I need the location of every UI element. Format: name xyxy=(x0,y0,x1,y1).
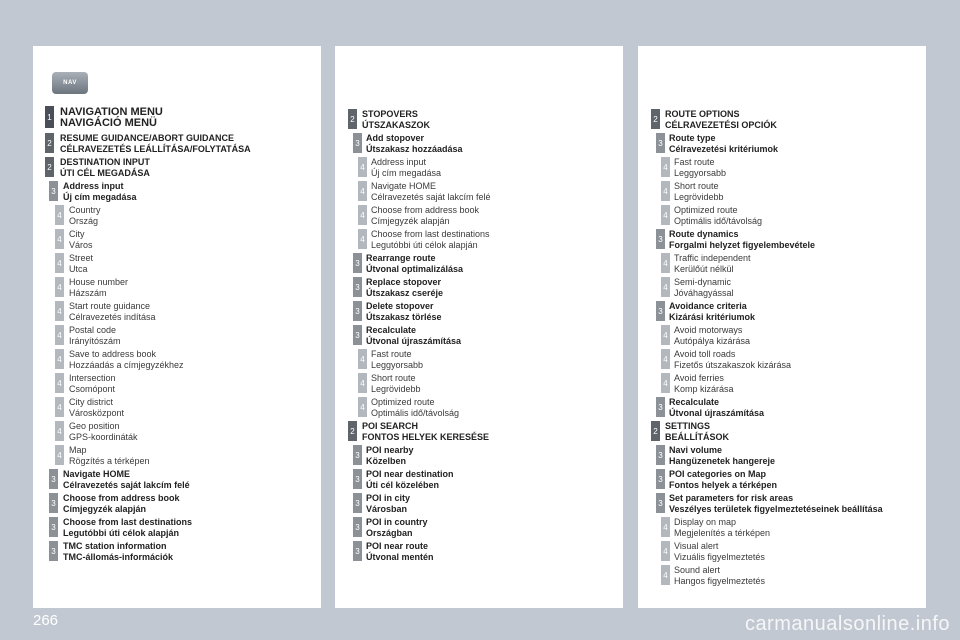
menu-item-level-4 xyxy=(33,419,321,443)
menu-item-text xyxy=(366,469,454,490)
level-badge: 4 xyxy=(55,349,64,369)
menu-item-label-hu: Kerülőút nélkül xyxy=(674,263,734,274)
level-badge: 4 xyxy=(661,277,670,297)
level-badge: 4 xyxy=(358,205,367,225)
menu-item-level-3 xyxy=(335,275,623,299)
menu-item-label-en: ROUTE OPTIONS xyxy=(665,109,740,119)
menu-item-text xyxy=(366,493,410,514)
menu-item-label-hu: Közelben xyxy=(366,455,407,466)
menu-item-level-3 xyxy=(335,299,623,323)
menu-item-label-hu: BEÁLLÍTÁSOK xyxy=(665,431,729,442)
menu-item-label-hu: CÉLRAVEZETÉSI OPCIÓK xyxy=(665,119,777,130)
menu-item-level-4 xyxy=(33,323,321,347)
menu-item-label-en: POI in country xyxy=(366,517,428,527)
level-badge: 4 xyxy=(661,205,670,225)
menu-item-label-en: Save to address book xyxy=(69,349,157,359)
menu-item-text xyxy=(669,301,755,322)
menu-item-label-hu: Városban xyxy=(366,503,408,514)
menu-item-label-en: Route dynamics xyxy=(669,229,739,239)
menu-item-label-hu: Optimális idő/távolság xyxy=(674,215,763,226)
level-badge: 4 xyxy=(661,157,670,177)
menu-item-text xyxy=(366,277,443,298)
page-number: 266 xyxy=(33,612,59,629)
menu-item-label-hu: Megjelenítés a térképen xyxy=(674,527,771,538)
level-badge: 4 xyxy=(358,349,367,369)
menu-item-level-4 xyxy=(638,515,926,539)
menu-item-text xyxy=(674,253,751,274)
menu-panel-route-options-settings xyxy=(638,46,926,608)
menu-item-level-4 xyxy=(33,395,321,419)
menu-item-level-3 xyxy=(33,539,321,563)
menu-item-label-en: Fast route xyxy=(674,157,715,167)
menu-item-label-en: POI near route xyxy=(366,541,429,551)
menu-item-label-hu: Városközpont xyxy=(69,407,125,418)
menu-item-label-hu: Ország xyxy=(69,215,99,226)
menu-item-label-en: Avoid ferries xyxy=(674,373,724,383)
menu-item-label-en: Navigate HOME xyxy=(63,469,131,479)
menu-item-text xyxy=(69,397,124,418)
menu-item-text xyxy=(362,109,430,130)
menu-item-label-en: POI in city xyxy=(366,493,411,503)
level-badge: 2 xyxy=(45,157,54,177)
level-badge: 4 xyxy=(55,205,64,225)
menu-item-text xyxy=(669,445,775,466)
level-badge: 4 xyxy=(55,253,64,273)
menu-item-level-4 xyxy=(335,203,623,227)
menu-item-level-4 xyxy=(638,347,926,371)
menu-item-text xyxy=(674,157,726,178)
level-badge: 4 xyxy=(358,229,367,249)
menu-item-text xyxy=(674,277,734,298)
level-badge: 3 xyxy=(656,493,665,513)
level-badge: 3 xyxy=(49,517,58,537)
menu-item-level-3 xyxy=(335,323,623,347)
menu-item-text xyxy=(69,349,184,370)
menu-item-level-3 xyxy=(335,539,623,563)
menu-item-label-en: POI nearby xyxy=(366,445,414,455)
menu-item-level-3 xyxy=(335,131,623,155)
menu-item-label-en: Short route xyxy=(371,373,416,383)
menu-item-level-3 xyxy=(33,179,321,203)
menu-item-label-hu: Útszakasz cseréje xyxy=(366,287,444,298)
menu-item-text xyxy=(674,181,724,202)
menu-item-label-en: Street xyxy=(69,253,94,263)
menu-item-label-en: Address input xyxy=(371,157,427,167)
menu-item-label-en: Postal code xyxy=(69,325,117,335)
level-badge: 3 xyxy=(353,517,362,537)
menu-item-label-hu: Hangüzenetek hangereje xyxy=(669,455,776,466)
menu-item-text xyxy=(60,157,150,178)
menu-item-text xyxy=(669,397,764,418)
menu-item-label-en: Country xyxy=(69,205,101,215)
menu-item-text xyxy=(371,397,459,418)
menu-item-text xyxy=(674,541,765,562)
menu-item-text xyxy=(665,109,777,130)
menu-item-text xyxy=(366,325,461,346)
level-badge: 4 xyxy=(55,397,64,417)
menu-item-label-en: Rearrange route xyxy=(366,253,436,263)
menu-item-label-hu: Célravezetés indítása xyxy=(69,311,156,322)
menu-item-text xyxy=(371,349,423,370)
menu-item-label-en: Set parameters for risk areas xyxy=(669,493,794,503)
menu-item-level-3 xyxy=(638,299,926,323)
menu-item-label-hu: Irányítószám xyxy=(69,335,121,346)
menu-item-text xyxy=(69,205,101,226)
level-badge: 4 xyxy=(661,181,670,201)
level-badge: 2 xyxy=(45,133,54,153)
menu-item-level-3 xyxy=(638,491,926,515)
menu-item-label-hu: Hozzáadás a címjegyzékhez xyxy=(69,359,184,370)
menu-item-text xyxy=(366,541,434,562)
menu-item-text xyxy=(674,349,791,370)
menu-item-label-en: City district xyxy=(69,397,114,407)
menu-item-level-3 xyxy=(335,251,623,275)
menu-item-label-hu: Országban xyxy=(366,527,413,538)
level-badge: 3 xyxy=(656,397,665,417)
menu-item-label-en: NAVIGATION MENU xyxy=(60,106,163,118)
menu-item-label-en: Delete stopover xyxy=(366,301,434,311)
menu-item-label-en: Start route guidance xyxy=(69,301,151,311)
menu-item-label-en: POI near destination xyxy=(366,469,454,479)
menu-item-level-4 xyxy=(335,395,623,419)
menu-item-level-4 xyxy=(33,347,321,371)
menu-item-text xyxy=(69,445,150,466)
level-badge: 3 xyxy=(656,229,665,249)
menu-item-label-hu: GPS-koordináták xyxy=(69,431,138,442)
level-badge: 2 xyxy=(348,109,357,129)
menu-item-text xyxy=(669,493,883,514)
menu-item-text xyxy=(63,493,180,514)
level-badge: 4 xyxy=(661,349,670,369)
menu-item-label-hu: CÉLRAVEZETÉS LEÁLLÍTÁSA/FOLYTATÁSA xyxy=(60,143,251,154)
menu-item-level-4 xyxy=(33,203,321,227)
level-badge: 1 xyxy=(45,106,54,128)
menu-tree-list xyxy=(638,107,926,587)
menu-item-label-en: RESUME GUIDANCE/ABORT GUIDANCE xyxy=(60,133,235,143)
menu-item-text xyxy=(69,229,93,250)
level-badge: 3 xyxy=(49,181,58,201)
menu-item-text xyxy=(669,133,778,154)
menu-item-level-2 xyxy=(638,419,926,443)
menu-item-label-hu: Utca xyxy=(69,263,88,274)
menu-item-label-hu: Kizárási kritériumok xyxy=(669,311,756,322)
menu-item-text xyxy=(69,253,93,274)
menu-item-level-4 xyxy=(638,539,926,563)
menu-item-level-2 xyxy=(335,419,623,443)
menu-item-label-en: Fast route xyxy=(371,349,412,359)
menu-item-text xyxy=(371,181,491,202)
menu-item-text xyxy=(669,229,815,250)
menu-item-label-hu: Útvonal újraszámítása xyxy=(366,335,462,346)
level-badge: 4 xyxy=(55,301,64,321)
level-badge: 3 xyxy=(353,469,362,489)
level-badge: 4 xyxy=(661,325,670,345)
level-badge: 3 xyxy=(656,133,665,153)
menu-item-text xyxy=(63,541,173,562)
menu-item-level-4 xyxy=(638,251,926,275)
menu-item-label-en: Geo position xyxy=(69,421,120,431)
menu-item-text xyxy=(371,205,479,226)
menu-item-level-3 xyxy=(638,467,926,491)
menu-tree-list xyxy=(33,105,321,563)
menu-item-label-hu: Útszakasz törlése xyxy=(366,311,442,322)
menu-item-label-en: Display on map xyxy=(674,517,737,527)
menu-item-level-3 xyxy=(33,467,321,491)
menu-item-text xyxy=(60,133,251,154)
level-badge: 3 xyxy=(353,301,362,321)
menu-item-text xyxy=(669,469,777,490)
menu-item-level-2 xyxy=(638,107,926,131)
menu-item-text xyxy=(366,445,414,466)
menu-item-level-1 xyxy=(33,105,321,131)
menu-item-text xyxy=(674,373,734,394)
menu-item-label-en: Choose from last destinations xyxy=(63,517,193,527)
menu-item-text xyxy=(60,107,163,129)
menu-item-label-hu: TMC-állomás-információk xyxy=(63,551,174,562)
level-badge: 4 xyxy=(661,541,670,561)
menu-item-level-3 xyxy=(335,515,623,539)
menu-item-label-hu: Autópálya kizárása xyxy=(674,335,751,346)
menu-item-label-hu: Címjegyzék alapján xyxy=(371,215,450,226)
level-badge: 3 xyxy=(656,445,665,465)
level-badge: 4 xyxy=(55,421,64,441)
menu-item-level-2 xyxy=(335,107,623,131)
menu-item-text xyxy=(665,421,729,442)
menu-item-label-en: Navigate HOME xyxy=(371,181,437,191)
menu-item-label-en: Recalculate xyxy=(366,325,417,335)
menu-item-label-hu: Csomópont xyxy=(69,383,116,394)
menu-item-label-hu: Legutóbbi úti célok alapján xyxy=(371,239,478,250)
level-badge: 4 xyxy=(55,445,64,465)
level-badge: 2 xyxy=(651,109,660,129)
menu-item-label-hu: Új cím megadása xyxy=(371,167,442,178)
menu-item-text xyxy=(69,277,128,298)
level-badge: 3 xyxy=(353,325,362,345)
menu-item-label-hu: Város xyxy=(69,239,93,250)
menu-item-label-hu: Legrövidebb xyxy=(674,191,724,202)
menu-item-text xyxy=(674,205,762,226)
menu-item-label-hu: Legrövidebb xyxy=(371,383,421,394)
menu-item-label-en: Choose from address book xyxy=(371,205,480,215)
menu-item-label-hu: NAVIGÁCIÓ MENÜ xyxy=(60,117,157,129)
menu-item-label-hu: Útvonal mentén xyxy=(366,551,434,562)
menu-panel-navigation xyxy=(33,46,321,608)
menu-item-level-4 xyxy=(638,563,926,587)
menu-item-label-en: Map xyxy=(69,445,87,455)
menu-item-level-4 xyxy=(638,179,926,203)
menu-item-label-hu: Leggyorsabb xyxy=(371,359,424,370)
menu-item-label-en: Traffic independent xyxy=(674,253,751,263)
menu-item-label-en: Intersection xyxy=(69,373,116,383)
level-badge: 3 xyxy=(49,493,58,513)
menu-item-label-en: DESTINATION INPUT xyxy=(60,157,150,167)
menu-item-text xyxy=(674,325,750,346)
menu-item-level-4 xyxy=(638,371,926,395)
menu-item-text xyxy=(69,421,138,442)
menu-item-label-en: Sound alert xyxy=(674,565,721,575)
menu-item-text xyxy=(69,373,116,394)
menu-item-label-hu: Rögzítés a térképen xyxy=(69,455,150,466)
menu-panel-stopovers-poi xyxy=(335,46,623,608)
menu-item-level-3 xyxy=(638,395,926,419)
menu-item-text xyxy=(63,517,192,538)
level-badge: 3 xyxy=(49,469,58,489)
menu-tree-list xyxy=(335,107,623,563)
menu-item-level-3 xyxy=(335,467,623,491)
menu-item-level-4 xyxy=(335,347,623,371)
menu-item-label-en: Optimized route xyxy=(674,205,738,215)
menu-item-text xyxy=(674,517,770,538)
level-badge: 3 xyxy=(353,445,362,465)
menu-item-text xyxy=(371,373,421,394)
menu-item-label-hu: Veszélyes területek figyelmeztetéseinek beállítása xyxy=(669,503,883,514)
menu-item-level-3 xyxy=(638,227,926,251)
menu-item-level-4 xyxy=(335,371,623,395)
level-badge: 3 xyxy=(49,541,58,561)
menu-item-level-4 xyxy=(638,323,926,347)
menu-item-label-en: Route type xyxy=(669,133,716,143)
menu-item-label-en: Choose from last destinations xyxy=(371,229,490,239)
level-badge: 4 xyxy=(661,253,670,273)
level-badge: 4 xyxy=(55,325,64,345)
menu-item-label-hu: Legutóbbi úti célok alapján xyxy=(63,527,180,538)
menu-item-level-3 xyxy=(638,131,926,155)
menu-item-label-hu: Célravezetés saját lakcím felé xyxy=(63,479,190,490)
menu-item-level-4 xyxy=(638,203,926,227)
level-badge: 3 xyxy=(353,277,362,297)
menu-item-text xyxy=(63,181,137,202)
nav-button-icon: NAV xyxy=(52,72,88,94)
menu-item-label-hu: ÚTSZAKASZOK xyxy=(362,119,430,130)
menu-item-label-en: Choose from address book xyxy=(63,493,180,503)
menu-item-label-hu: FONTOS HELYEK KERESÉSE xyxy=(362,431,490,442)
menu-item-label-hu: Címjegyzék alapján xyxy=(63,503,147,514)
menu-item-label-hu: Vizuális figyelmeztetés xyxy=(674,551,765,562)
level-badge: 3 xyxy=(353,541,362,561)
menu-item-label-hu: Útvonal optimalizálása xyxy=(366,263,464,274)
level-badge: 4 xyxy=(358,397,367,417)
menu-item-label-en: Recalculate xyxy=(669,397,720,407)
level-badge: 2 xyxy=(651,421,660,441)
level-badge: 4 xyxy=(358,181,367,201)
menu-item-text xyxy=(371,157,441,178)
level-badge: 3 xyxy=(353,133,362,153)
menu-item-label-hu: Házszám xyxy=(69,287,107,298)
level-badge: 4 xyxy=(55,373,64,393)
menu-item-level-3 xyxy=(638,443,926,467)
menu-item-label-hu: Jóváhagyással xyxy=(674,287,734,298)
menu-item-level-3 xyxy=(33,515,321,539)
menu-item-level-2 xyxy=(33,155,321,179)
menu-item-level-2 xyxy=(33,131,321,155)
menu-item-label-en: Add stopover xyxy=(366,133,425,143)
menu-item-label-en: Semi-dynamic xyxy=(674,277,732,287)
level-badge: 4 xyxy=(661,373,670,393)
menu-item-label-en: Navi volume xyxy=(669,445,723,455)
menu-item-level-3 xyxy=(335,443,623,467)
level-badge: 4 xyxy=(55,229,64,249)
menu-item-label-en: Visual alert xyxy=(674,541,719,551)
menu-item-label-hu: Optimális idő/távolság xyxy=(371,407,460,418)
menu-item-level-4 xyxy=(638,155,926,179)
level-badge: 2 xyxy=(348,421,357,441)
menu-item-label-hu: Útszakasz hozzáadása xyxy=(366,143,463,154)
menu-item-level-4 xyxy=(33,251,321,275)
menu-item-text xyxy=(69,301,156,322)
menu-item-label-hu: Fontos helyek a térképen xyxy=(669,479,778,490)
level-badge: 4 xyxy=(661,565,670,585)
watermark: carmanualsonline.info xyxy=(744,613,950,635)
menu-item-label-en: SETTINGS xyxy=(665,421,711,431)
menu-item-level-4 xyxy=(335,227,623,251)
menu-item-label-hu: Új cím megadása xyxy=(63,191,137,202)
level-badge: 3 xyxy=(353,253,362,273)
menu-item-level-4 xyxy=(33,275,321,299)
menu-item-level-3 xyxy=(335,491,623,515)
menu-item-label-en: Avoid motorways xyxy=(674,325,743,335)
level-badge: 4 xyxy=(358,373,367,393)
menu-item-text xyxy=(69,325,121,346)
level-badge: 3 xyxy=(656,469,665,489)
menu-item-label-en: Avoidance criteria xyxy=(669,301,747,311)
menu-item-text xyxy=(362,421,489,442)
level-badge: 3 xyxy=(353,493,362,513)
menu-item-label-en: POI categories on Map xyxy=(669,469,767,479)
menu-item-label-en: STOPOVERS xyxy=(362,109,418,119)
menu-item-label-hu: Célravezetési kritériumok xyxy=(669,143,779,154)
level-badge: 4 xyxy=(55,277,64,297)
menu-item-label-en: TMC station information xyxy=(63,541,167,551)
menu-item-label-hu: ÚTI CÉL MEGADÁSA xyxy=(60,167,150,178)
menu-item-label-en: House number xyxy=(69,277,129,287)
menu-item-level-4 xyxy=(335,155,623,179)
menu-item-text xyxy=(366,253,463,274)
menu-item-text xyxy=(674,565,765,586)
menu-item-level-3 xyxy=(33,491,321,515)
level-badge: 4 xyxy=(358,157,367,177)
menu-item-text xyxy=(366,301,442,322)
menu-item-level-4 xyxy=(33,371,321,395)
menu-item-label-hu: Útvonal újraszámítása xyxy=(669,407,765,418)
menu-item-label-en: Optimized route xyxy=(371,397,435,407)
menu-item-level-4 xyxy=(33,227,321,251)
menu-item-label-en: POI SEARCH xyxy=(362,421,419,431)
menu-item-label-en: Avoid toll roads xyxy=(674,349,736,359)
menu-item-label-hu: Hangos figyelmeztetés xyxy=(674,575,766,586)
menu-item-label-en: City xyxy=(69,229,85,239)
menu-item-label-en: Address input xyxy=(63,181,124,191)
menu-item-text xyxy=(63,469,190,490)
menu-item-label-hu: Fizetős útszakaszok kizárása xyxy=(674,359,792,370)
menu-item-label-en: Replace stopover xyxy=(366,277,442,287)
menu-item-label-hu: Úti cél közelében xyxy=(366,479,440,490)
menu-item-level-4 xyxy=(33,299,321,323)
menu-item-level-4 xyxy=(335,179,623,203)
menu-item-label-hu: Forgalmi helyzet figyelembevétele xyxy=(669,239,816,250)
menu-item-text xyxy=(366,133,463,154)
menu-item-text xyxy=(371,229,490,250)
menu-item-label-hu: Komp kizárása xyxy=(674,383,734,394)
level-badge: 3 xyxy=(656,301,665,321)
menu-item-label-en: Short route xyxy=(674,181,719,191)
menu-item-level-4 xyxy=(33,443,321,467)
menu-item-label-hu: Célravezetés saját lakcím felé xyxy=(371,191,491,202)
menu-item-level-4 xyxy=(638,275,926,299)
level-badge: 4 xyxy=(661,517,670,537)
menu-item-text xyxy=(366,517,428,538)
menu-item-label-hu: Leggyorsabb xyxy=(674,167,727,178)
